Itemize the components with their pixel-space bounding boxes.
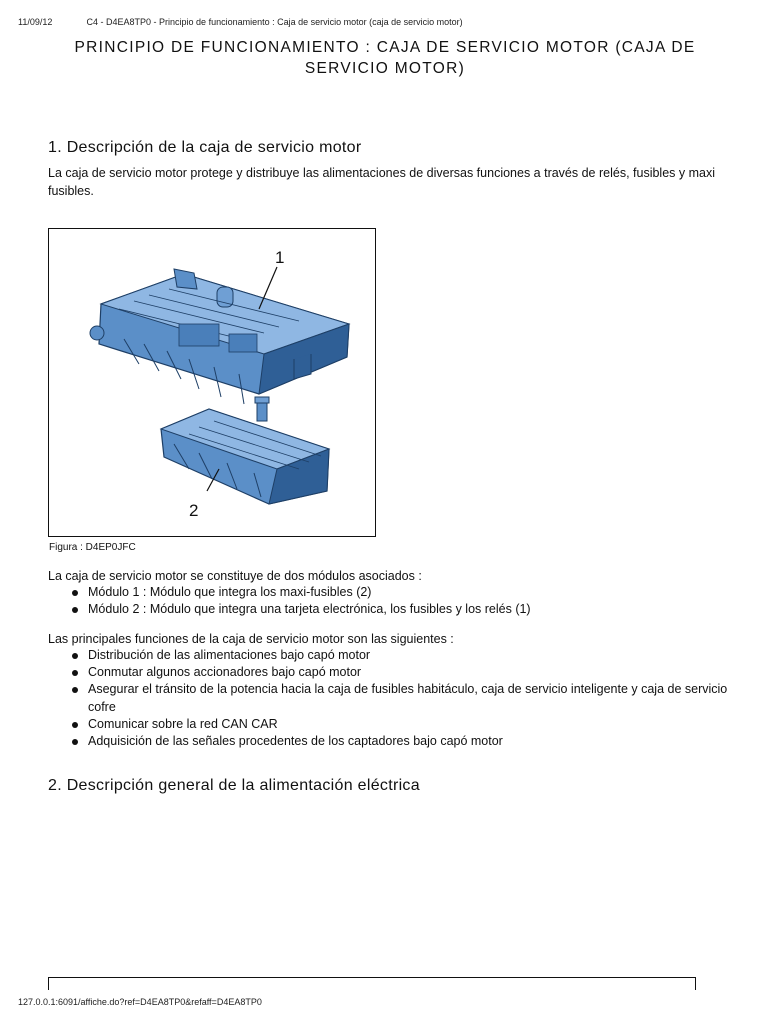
list-item xyxy=(48,664,728,681)
print-footer-url[interactable]: 127.0.0.1:6091/affiche.do?ref=D4EA8TP0&refaff=D4EA8TP0 xyxy=(18,997,262,1007)
module-2-drawing xyxy=(161,397,329,504)
engine-service-box-illustration xyxy=(49,229,375,536)
list-item-text: Módulo 2 : Módulo que integra una tarjeta electrónica, los fusibles y los relés (1) xyxy=(88,602,531,617)
list-item-text: Distribución de las alimentaciones bajo capó motor xyxy=(88,648,371,662)
list-item xyxy=(48,647,728,664)
functions-list xyxy=(48,647,728,750)
list-item xyxy=(48,584,728,601)
callout-1: 1 xyxy=(275,248,285,267)
print-doc-ref: C4 - D4EA8TP0 - Principio de funcionamiento : Caja de servicio motor (caja de servicio motor) xyxy=(86,17,463,27)
page-title: PRINCIPIO DE FUNCIONAMIENTO : CAJA DE SERVICIO MOTOR (CAJA DE SERVICIO MOTOR) xyxy=(74,39,696,77)
next-block-frame xyxy=(48,977,696,990)
list-item xyxy=(48,733,728,750)
bullet-icon xyxy=(72,607,78,613)
list-item-text: Conmutar algunos accionadores bajo capó motor xyxy=(88,665,362,680)
list-item xyxy=(48,681,728,715)
figure-engine-service-box xyxy=(48,228,376,537)
section-1-heading: 1. Descripción de la caja de servicio motor xyxy=(48,139,362,156)
callout-2: 2 xyxy=(189,501,199,520)
list-item-text: Asegurar el tránsito de la potencia hacia la caja de fusibles habitáculo, caja de servicio inteligente y caja de servicio cofre xyxy=(88,682,728,714)
functions-intro: Las principales funciones de la caja de servicio motor son las siguientes : xyxy=(48,632,454,646)
list-item-text: Módulo 1 : Módulo que integra los maxi-fusibles (2) xyxy=(88,585,372,599)
print-date: 11/09/12 xyxy=(18,17,53,27)
bullet-icon xyxy=(72,722,78,728)
print-header xyxy=(18,17,750,27)
modules-list xyxy=(48,584,728,618)
figure-caption: Figura : D4EP0JFC xyxy=(49,542,136,553)
bullet-icon xyxy=(72,739,78,745)
list-item-text: Comunicar sobre la red CAN CAR xyxy=(88,716,278,731)
modules-intro: La caja de servicio motor se constituye de dos módulos asociados : xyxy=(48,569,422,583)
bullet-icon xyxy=(72,670,78,676)
bullet-icon xyxy=(72,590,78,596)
section-2-heading: 2. Descripción general de la alimentación eléctrica xyxy=(48,777,420,794)
bullet-icon xyxy=(72,653,78,659)
section-1-intro: La caja de servicio motor protege y distribuye las alimentaciones de diversas funciones a través de relés, fusibles y maxi fusibles. xyxy=(48,166,715,198)
list-item xyxy=(48,716,728,733)
bullet-icon xyxy=(72,687,78,693)
module-1-drawing xyxy=(90,269,349,404)
list-item-text: Adquisición de las señales procedentes de los captadores bajo capó motor xyxy=(88,734,503,749)
list-item xyxy=(48,601,728,618)
